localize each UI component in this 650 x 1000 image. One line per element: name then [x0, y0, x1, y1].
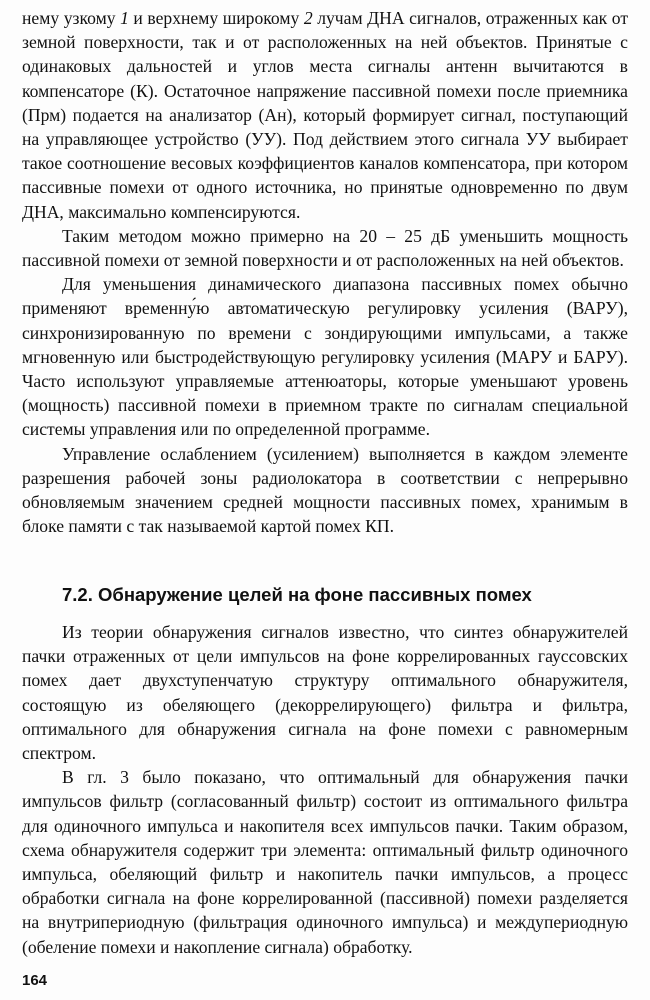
page-number: 164 — [22, 972, 48, 989]
paragraph-p5 — [22, 620, 628, 765]
paragraph-text: лучам ДНА сигналов, отраженных как от земной поверхности, так и от расположенных на ней объектов. Принятые с одинаковых дальностей и углов места сигналы антенн вычитаются в компенсаторе (К). Остаточное напряжение пассивной помехи после приемника (Прм) подается на анализатор (Ан), который формирует сигнал, поступающий на управляющее устройство (УУ). Под действием этого сигнала УУ выбирает такое соотношение весовых коэффициентов каналов компенсатора, при котором пассивные помехи от одного источника, но принятые одновременно по двум ДНА, максимально компенсируются. — [22, 8, 629, 222]
paragraph-text: нему узкому — [22, 8, 121, 28]
italic-text: 2 — [303, 8, 313, 28]
section-heading: 7.2. Обнаружение целей на фоне пассивных помех — [62, 584, 532, 605]
paragraph-text: и верхнему широкому — [128, 8, 304, 28]
italic-text: 1 — [120, 8, 129, 28]
paragraph-p2 — [22, 224, 628, 272]
paragraph-text: В гл. 3 было показано, что оптимальный для обнаружения пачки импульсов фильтр (согласованный фильтр) состоит из оптимального фильтра для одиночного импульса и накопителя всех импульсов пачки. Таким образом, схема обнаружителя содержит три элемента: оптимальный фильтр одиночного импульса, обеляющий фильтр и накопитель пачки импульсов, а процесс обработки сигнала на фоне коррелированной (пассивной) помехи разделяется на внутрипериодную (фильтрация одиночного импульса) и междупериодную (обеление помехи и накопление сигнала) обработку. — [22, 767, 628, 957]
paragraph-text: Таким методом можно примерно на 20 – 25 дБ уменьшить мощность пассивной помехи от земной поверхности и от расположенных на ней объектов. — [22, 225, 628, 271]
text-block-bottom — [22, 620, 628, 959]
text-block-top — [22, 6, 628, 538]
paragraph-p6 — [22, 765, 628, 959]
paragraph-p4 — [22, 442, 628, 539]
paragraph-text: Управление ослаблением (усилением) выполняется в каждом элементе разрешения рабочей зоны радиолокатора в соответствии с непрерывно обновляемым значением средней мощности пассивных помех, хранимым в блоке памяти с так называемой картой помех КП. — [22, 443, 628, 537]
paragraph-text: Для уменьшения динамического диапазона пассивных помех обычно применяют временну́ю автоматическую регулировку усиления (ВАРУ), синхронизированную по времени с зондирующими импульсами, а также мгновенную или быстродействующую регулировку усиления (МАРУ и БАРУ). Часто используют управляемые аттенюаторы, которые уменьшают уровень (мощность) пассивной помехи в приемном тракте по сигналам специальной системы управления или по определенной программе. — [22, 274, 628, 440]
paragraph-text: Из теории обнаружения сигналов известно, что синтез обнаружителей пачки отраженных от цели импульсов на фоне коррелированных гауссовских помех дает двухступенчатую структуру оптимального обнаружителя, состоящую из обеляющего (декоррелирующего) фильтра и фильтра, оптимального для обнаружения сигнала на фоне помехи с равномерным спектром. — [22, 622, 628, 764]
paragraph-p3 — [22, 272, 628, 441]
paragraph-p1 — [22, 6, 628, 224]
